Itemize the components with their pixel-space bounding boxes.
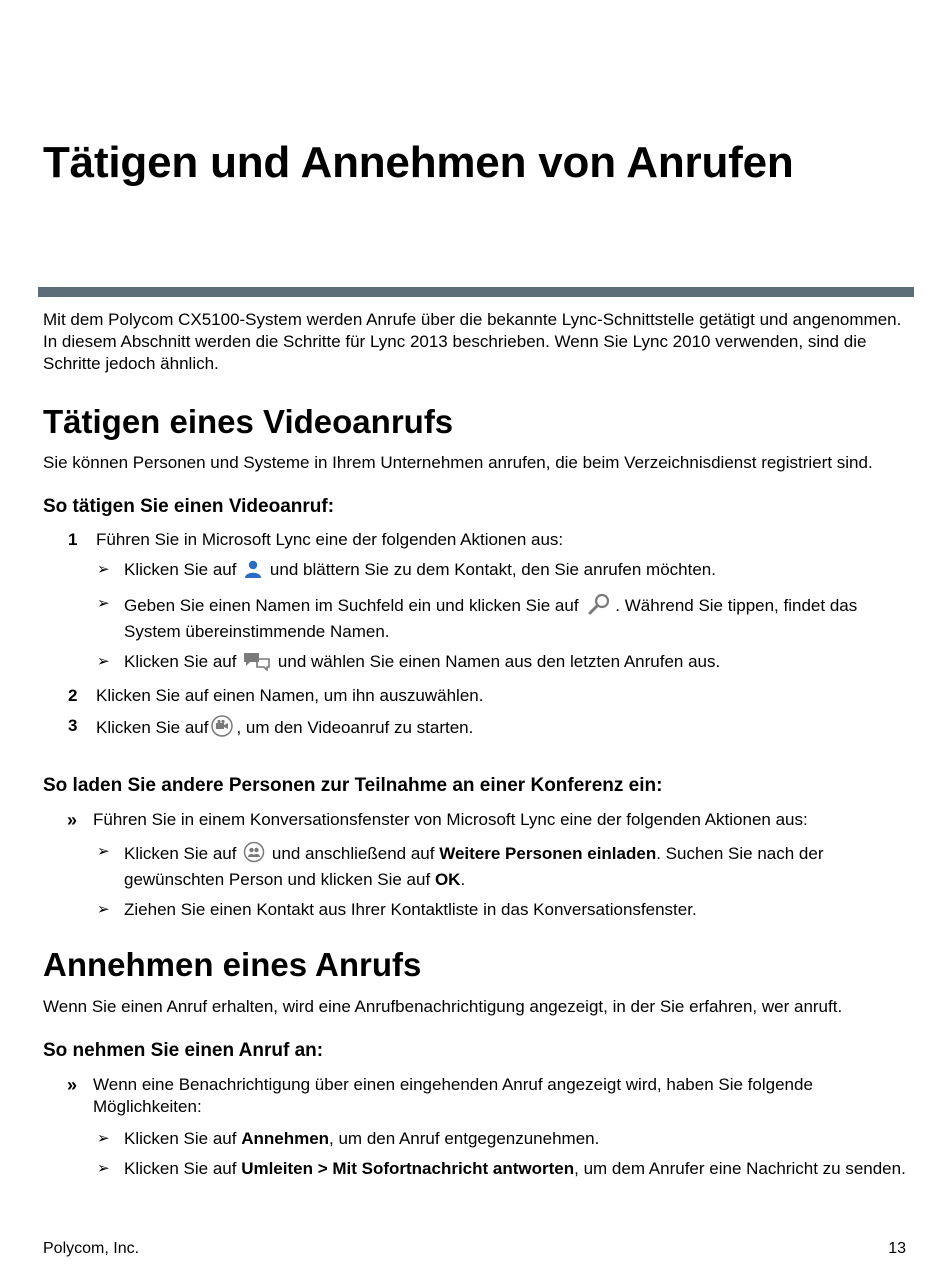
substep-text: . Suchen Sie nach der gewünschten Person und klicken Sie auf xyxy=(124,844,824,889)
people-icon xyxy=(243,841,265,869)
substep-text: Klicken Sie auf xyxy=(124,844,237,863)
section-description-answer-call: Wenn Sie einen Anruf erhalten, wird eine Anrufbenachrichtigung angezeigt, in der Sie erfahren, wer anruft. xyxy=(43,997,843,1016)
bullet-item-incoming-call xyxy=(43,1074,915,1118)
chevron-bullet: » xyxy=(67,1075,78,1095)
substep-text: , um den Anruf entgegenzunehmen. xyxy=(329,1129,600,1148)
bullet-text: Führen Sie in einem Konversationsfenster von Microsoft Lync eine der folgenden Aktionen aus: xyxy=(93,810,808,829)
step-2 xyxy=(43,685,915,707)
footer-page-number: 13 xyxy=(888,1240,906,1257)
footer-company: Polycom, Inc. xyxy=(43,1240,140,1257)
arrow-bullet: ➢ xyxy=(97,843,110,860)
bullet-item-invite xyxy=(43,809,915,831)
substep-text: und anschließend auf xyxy=(271,844,435,863)
step-text: Klicken Sie auf einen Namen, um ihn auszuwählen. xyxy=(96,686,484,705)
substep-invite-people xyxy=(43,841,915,891)
section-heading-video-call: Tätigen eines Videoanrufs xyxy=(43,403,454,440)
contacts-icon xyxy=(243,559,263,585)
step-text: Klicken Sie auf xyxy=(96,718,209,737)
substep-text: Klicken Sie auf xyxy=(124,652,237,671)
substep-text: und blättern Sie zu dem Kontakt, den Sie anrufen möchten. xyxy=(269,560,716,579)
substep-contacts xyxy=(43,559,915,585)
arrow-bullet: ➢ xyxy=(97,595,110,612)
step-3 xyxy=(43,715,915,743)
substep-drag-contact xyxy=(43,899,915,921)
step-number: 1 xyxy=(68,530,78,549)
procedure-heading-answer-call: So nehmen Sie einen Anruf an: xyxy=(43,1040,324,1061)
substep-text: Klicken Sie auf xyxy=(124,1129,237,1148)
chapter-title: Tätigen und Annehmen von Anrufen xyxy=(43,138,794,187)
procedure-heading-invite: So laden Sie andere Personen zur Teilnahme an einer Konferenz ein: xyxy=(43,775,663,796)
step-text: Führen Sie in Microsoft Lync eine der folgenden Aktionen aus: xyxy=(96,530,564,549)
substep-search xyxy=(43,593,915,643)
substep-text: Ziehen Sie einen Kontakt aus Ihrer Kontaktliste in das Konversationsfenster. xyxy=(124,900,697,919)
substep-text: Klicken Sie auf xyxy=(124,560,237,579)
search-icon xyxy=(585,593,613,621)
ui-label-ok: OK xyxy=(434,870,461,889)
ui-label-redirect-im: Umleiten > Mit Sofortnachricht antworten xyxy=(241,1159,575,1178)
substep-text: Geben Sie einen Namen im Suchfeld ein und klicken Sie auf xyxy=(124,596,579,615)
ui-label-invite-more: Weitere Personen einladen xyxy=(439,844,657,863)
section-heading-answer-call: Annehmen eines Anrufs xyxy=(43,946,422,983)
arrow-bullet: ➢ xyxy=(97,1160,110,1177)
substep-accept xyxy=(43,1128,915,1150)
substep-conversations xyxy=(43,651,915,677)
chevron-bullet: » xyxy=(67,810,78,830)
arrow-bullet: ➢ xyxy=(97,653,110,670)
arrow-bullet: ➢ xyxy=(97,901,110,918)
step-number: 2 xyxy=(68,686,78,705)
substep-text: . xyxy=(460,870,466,889)
step-number: 3 xyxy=(68,716,78,735)
procedure-heading-place-video-call: So tätigen Sie einen Videoanruf: xyxy=(43,496,335,517)
ui-label-accept: Annehmen xyxy=(241,1129,330,1148)
substep-text: . Während Sie tippen, findet das System übereinstimmende Namen. xyxy=(124,596,858,641)
page-content xyxy=(43,309,915,1188)
step-1 xyxy=(43,529,915,551)
arrow-bullet: ➢ xyxy=(97,1130,110,1147)
bullet-text: Wenn eine Benachrichtigung über einen eingehenden Anruf angezeigt wird, haben Sie folgende Möglichkeiten: xyxy=(93,1075,813,1116)
substep-redirect xyxy=(43,1158,915,1180)
substep-text: Klicken Sie auf xyxy=(124,1159,237,1178)
arrow-bullet: ➢ xyxy=(97,561,110,578)
step-text: , um den Videoanruf zu starten. xyxy=(236,718,474,737)
conversations-icon xyxy=(243,651,271,677)
chapter-divider xyxy=(38,287,914,297)
intro-paragraph: Mit dem Polycom CX5100-System werden Anrufe über die bekannte Lync-Schnittstelle getätigt und angenommen. In diesem Abschnitt werden die Schritte für Lync 2013 beschrieben. Wenn Sie Lync 2010 verwenden, sind die Schritte jedoch ähnlich. xyxy=(43,310,902,373)
section-description-video-call: Sie können Personen und Systeme in Ihrem Unternehmen anrufen, die beim Verzeichnisdienst registriert sind. xyxy=(43,453,873,472)
substep-text: , um dem Anrufer eine Nachricht zu senden. xyxy=(574,1159,906,1178)
substep-text: und wählen Sie einen Namen aus den letzten Anrufen aus. xyxy=(277,652,721,671)
video-call-icon xyxy=(210,715,234,743)
